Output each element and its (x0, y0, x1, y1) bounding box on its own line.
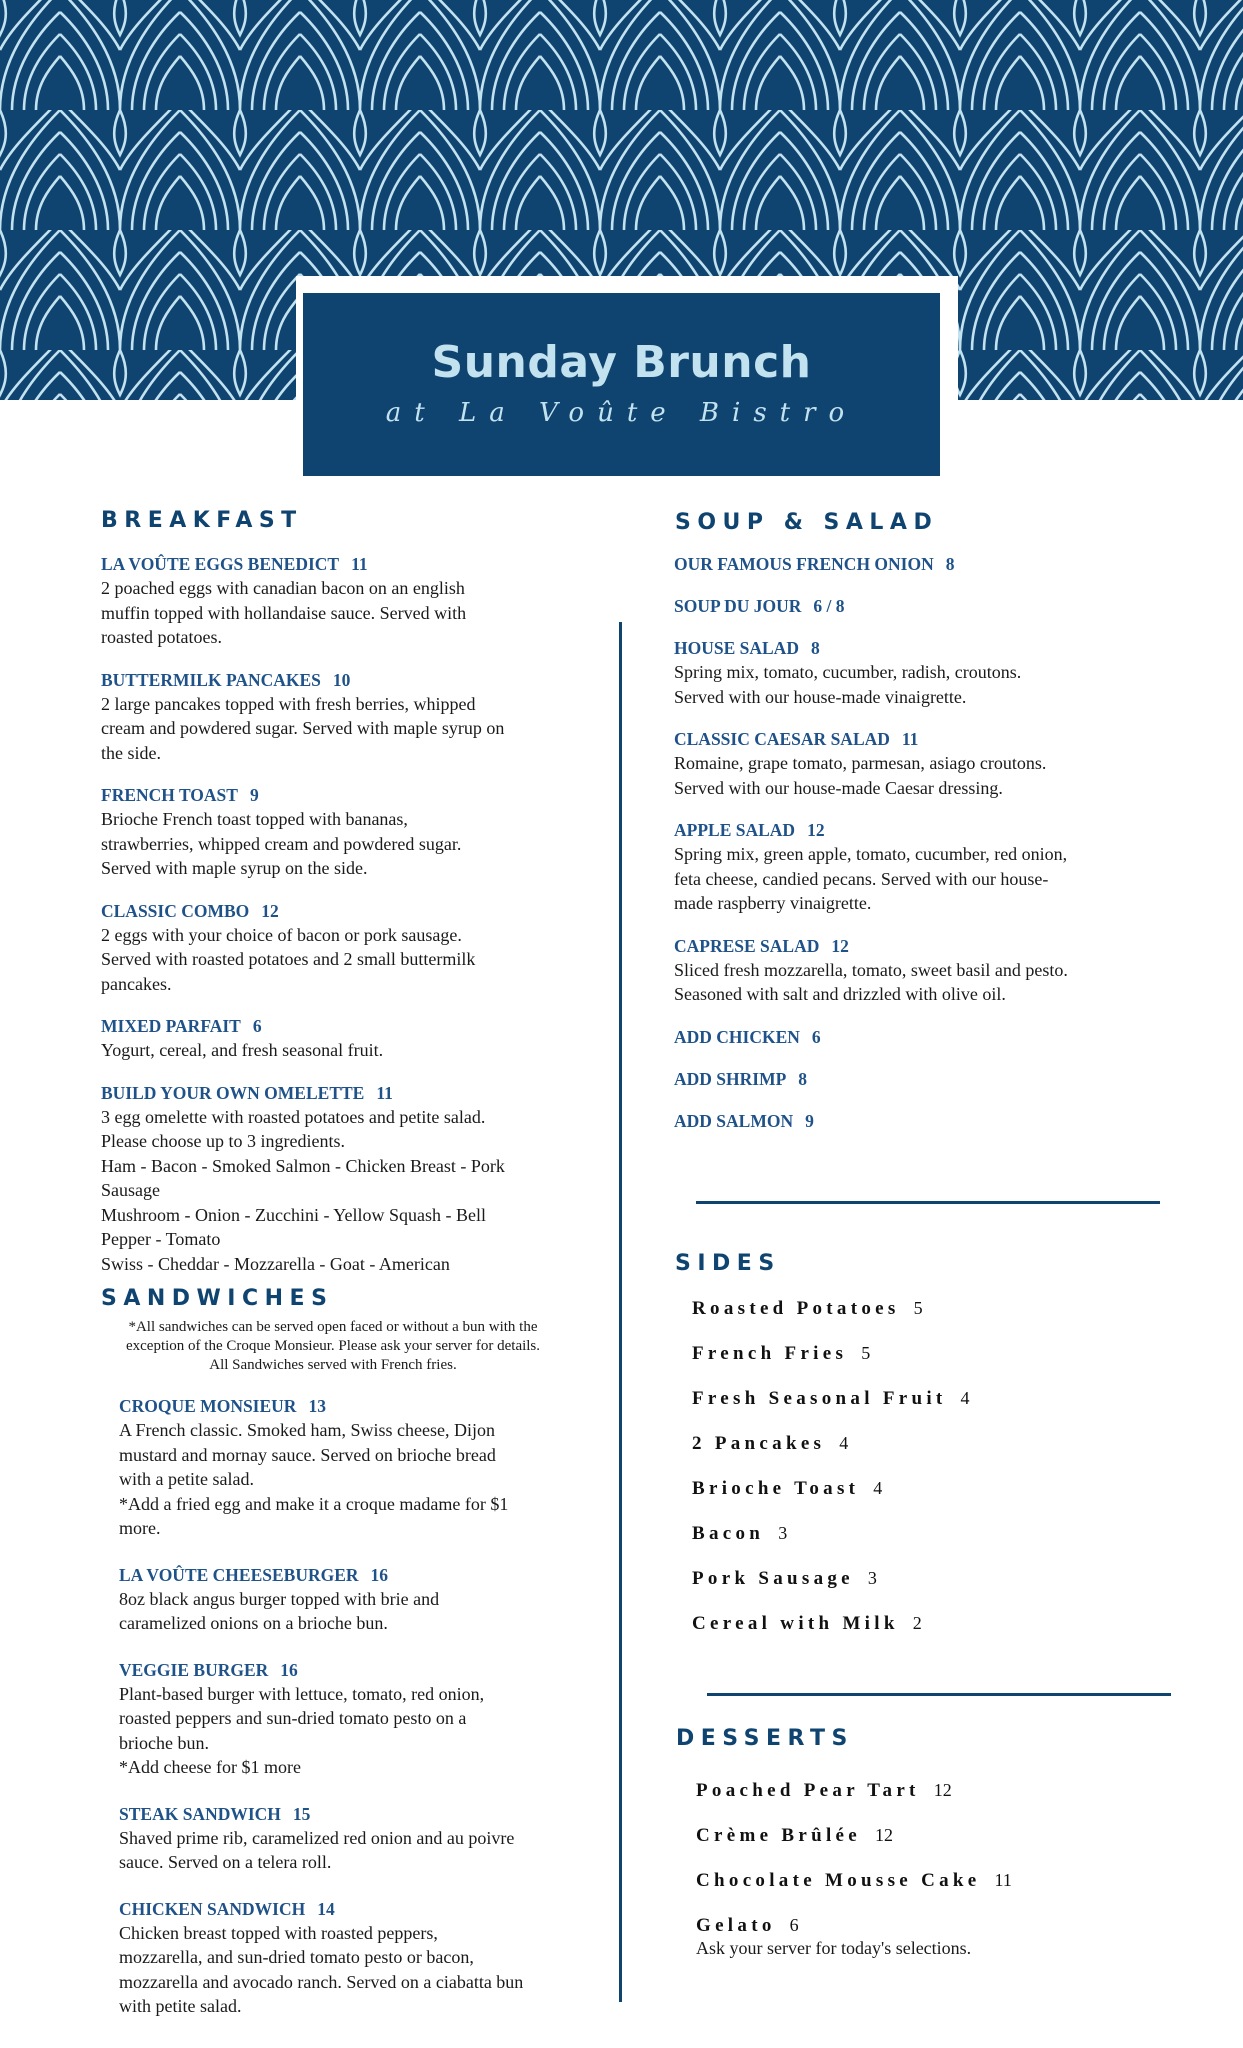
description-line: mustard and mornay sauce. Served on brioche bread (119, 1444, 496, 1465)
item-price: 8 (810, 638, 820, 658)
description-line: Sliced fresh mozzarella, tomato, sweet basil and pesto. (674, 959, 1068, 980)
item-name: ADD SALMON (674, 1110, 794, 1131)
item-price: 13 (308, 1396, 326, 1416)
item-price: 6 (252, 1016, 262, 1036)
item-price: 11 (901, 729, 919, 749)
note-line: *All sandwiches can be served open faced or without a bun with the (128, 1319, 538, 1335)
description-line: Sausage (101, 1180, 160, 1200)
dessert-note: Ask your server for today's selections. (696, 1938, 972, 1958)
item-price: 16 (280, 1659, 298, 1680)
item-price: 6 / 8 (813, 596, 845, 616)
note-line: exception of the Croque Monsieur. Please ask your server for details. (125, 1338, 541, 1354)
desserts-heading: DESSERTS (676, 1726, 854, 1751)
item-description (101, 1105, 581, 1277)
item-name: LA VOÛTE EGGS BENEDICT (101, 554, 340, 574)
item-description (674, 842, 1174, 916)
menu-item (692, 1466, 1212, 1511)
description-line: strawberries, whipped cream and powdered sugar. (101, 833, 462, 854)
item-name: ADD CHICKEN (674, 1026, 800, 1047)
item-name-row (674, 727, 1174, 751)
item-name: CROQUE MONSIEUR (119, 1396, 297, 1416)
description-line: Spring mix, tomato, cucumber, radish, croutons. (674, 662, 1022, 682)
item-price: 6 (811, 1026, 821, 1047)
item-name-row (674, 934, 1174, 958)
description-line: Chicken breast topped with roasted peppers, (119, 1922, 438, 1943)
item-description (101, 576, 581, 650)
item-price: 9 (805, 1110, 814, 1131)
sandwiches-heading: SANDWICHES (101, 1286, 334, 1311)
item-description (101, 807, 581, 881)
soup-salad-heading: SOUP & SALAD (675, 510, 939, 535)
menu-subtitle: at La Voûte Bistro (385, 398, 858, 428)
breakfast-heading: BREAKFAST (101, 508, 303, 533)
title-panel (303, 293, 940, 476)
description-line: muffin topped with hollandaise sauce. Served with (101, 602, 467, 623)
item-name: VEGGIE BURGER (119, 1659, 269, 1680)
item-name: APPLE SALAD (674, 820, 796, 840)
item-name: Roasted Potatoes (692, 1298, 900, 1319)
item-name: HOUSE SALAD (674, 638, 799, 658)
desserts-list (696, 1768, 1216, 1948)
item-price: 12 (933, 1780, 952, 1800)
item-name: SOUP DU JOUR (674, 596, 802, 616)
description-line: cream and powdered sugar. Served with maple syrup on (101, 718, 505, 738)
item-name-row (674, 1025, 1174, 1049)
description-line: Served with maple syrup on the side. (101, 858, 368, 878)
item-name: Crème Brûlée (696, 1825, 862, 1846)
menu-item (119, 1563, 599, 1636)
menu-item (696, 1858, 1216, 1903)
menu-item (674, 934, 1174, 1007)
description-line: Mushroom - Onion - Zucchini - Yellow Squash - Bell (101, 1204, 486, 1225)
description-line: Swiss - Cheddar - Mozzarella - Goat - American (101, 1253, 450, 1274)
item-name: FRENCH TOAST (101, 785, 238, 805)
item-description (674, 660, 1174, 709)
menu-item (692, 1556, 1212, 1601)
item-price: 12 (831, 935, 849, 956)
menu-item (674, 636, 1174, 709)
menu-item (674, 594, 1174, 618)
item-price: 11 (994, 1870, 1012, 1890)
note-line: All Sandwiches served with French fries. (209, 1357, 457, 1373)
item-price: 3 (778, 1523, 788, 1543)
description-line: 2 large pancakes topped with fresh berries, whipped (101, 693, 476, 714)
item-price: 11 (376, 1082, 393, 1103)
item-name-row (101, 899, 581, 923)
item-name: CHICKEN SANDWICH (119, 1898, 306, 1919)
description-line: roasted potatoes. (101, 627, 222, 647)
description-line: Yogurt, cereal, and fresh seasonal fruit. (101, 1040, 384, 1060)
item-name: Pork Sausage (692, 1568, 854, 1589)
item-name: CLASSIC CAESAR SALAD (674, 729, 890, 749)
menu-item (696, 1768, 1216, 1813)
sides-heading: SIDES (675, 1251, 781, 1276)
item-price: 8 (798, 1068, 808, 1089)
description-line: Spring mix, green apple, tomato, cucumber, red onion, (674, 844, 1068, 864)
item-name: OUR FAMOUS FRENCH ONION (674, 554, 934, 574)
item-description (101, 1038, 581, 1063)
description-line: mozzarella, and sun-dried tomato pesto or bacon, (119, 1947, 474, 1967)
menu-item (119, 1897, 599, 2019)
item-name: CLASSIC COMBO (101, 900, 250, 921)
menu-item (696, 1813, 1216, 1858)
item-name: Gelato (696, 1915, 776, 1936)
menu-item (101, 1081, 581, 1277)
menu-item (674, 1025, 1174, 1049)
description-line: Served with our house-made vinaigrette. (674, 686, 967, 707)
description-line: 2 eggs with your choice of bacon or pork sausage. (101, 924, 462, 945)
item-name-row (674, 594, 1174, 618)
description-line: Served with our house-made Caesar dressing. (674, 777, 1003, 798)
item-description (119, 1682, 599, 1780)
column-divider (619, 622, 622, 2002)
item-description (674, 751, 1174, 800)
item-description (101, 692, 581, 766)
item-price: 12 (261, 900, 279, 921)
item-description (119, 1418, 599, 1541)
item-name-row (101, 552, 581, 576)
item-name-row (101, 1081, 581, 1105)
menu-item (101, 1014, 581, 1063)
description-line: 3 egg omelette with roasted potatoes and petite salad. (101, 1106, 486, 1127)
item-description (119, 1921, 599, 2019)
item-name: Bacon (692, 1523, 765, 1544)
menu-item (674, 818, 1174, 916)
sides-list (692, 1286, 1212, 1646)
sandwiches-list (119, 1394, 599, 2041)
menu-item (692, 1331, 1212, 1376)
item-name: STEAK SANDWICH (119, 1803, 281, 1824)
menu-item (119, 1658, 599, 1780)
item-price: 12 (807, 820, 825, 840)
item-name-row (119, 1802, 599, 1826)
description-line: Ham - Bacon - Smoked Salmon - Chicken Breast - Pork (101, 1155, 505, 1176)
description-line: mozzarella and avocado ranch. Served on a ciabatta bun (119, 1971, 524, 1992)
sandwich-note (68, 1318, 598, 1375)
item-name-row (119, 1897, 599, 1921)
menu-item (692, 1286, 1212, 1331)
item-price: 2 (912, 1613, 922, 1633)
item-price: 14 (317, 1898, 335, 1919)
item-price: 4 (873, 1478, 883, 1498)
item-name: Fresh Seasonal Fruit (692, 1388, 947, 1409)
item-name-row (101, 668, 581, 692)
item-name-row (674, 1067, 1174, 1091)
description-line: Pepper - Tomato (101, 1229, 221, 1249)
item-price: 10 (332, 669, 351, 690)
description-line: Served with roasted potatoes and 2 small buttermilk (101, 949, 476, 969)
description-line: Seasoned with salt and drizzled with olive oil. (674, 984, 1006, 1004)
item-name: ADD SHRIMP (674, 1068, 787, 1089)
description-line: *Add a fried egg and make it a croque madame for $1 (119, 1493, 509, 1514)
item-name-row (101, 1014, 581, 1038)
menu-item (674, 1067, 1174, 1091)
item-name-row (674, 818, 1174, 842)
menu-item (674, 552, 1174, 576)
description-line: caramelized onions on a brioche bun. (119, 1613, 388, 1633)
item-price: 9 (249, 785, 259, 805)
item-description (101, 923, 581, 997)
description-line: Plant-based burger with lettuce, tomato, red onion, (119, 1683, 485, 1704)
item-name-row (674, 636, 1174, 660)
item-price: 15 (292, 1803, 311, 1824)
description-line: made raspberry vinaigrette. (674, 893, 872, 913)
item-price: 12 (875, 1825, 894, 1845)
item-name: 2 Pancakes (692, 1433, 826, 1454)
item-name: Poached Pear Tart (696, 1780, 920, 1801)
menu-title: Sunday Brunch (431, 337, 812, 388)
description-line: Romaine, grape tomato, parmesan, asiago croutons. (674, 753, 1047, 773)
description-line: Shaved prime rib, caramelized red onion and au poivre (119, 1827, 515, 1848)
description-line: *Add cheese for $1 more (119, 1757, 301, 1777)
description-line: pancakes. (101, 973, 172, 994)
menu-item (692, 1601, 1212, 1646)
section-divider (707, 1693, 1171, 1696)
item-price: 4 (960, 1388, 970, 1408)
description-line: roasted peppers and sun-dried tomato pesto on a (119, 1708, 467, 1728)
item-price: 11 (351, 554, 368, 574)
description-line: Brioche French toast topped with bananas, (101, 809, 408, 829)
description-line: the side. (101, 742, 161, 763)
soup-salad-list (674, 552, 1174, 1151)
menu-item (101, 783, 581, 881)
menu-item (101, 552, 581, 650)
item-price: 8 (945, 554, 955, 574)
item-description (119, 1587, 599, 1636)
description-line: 8oz black angus burger topped with brie and (119, 1588, 440, 1609)
description-line: 2 poached eggs with canadian bacon on an english (101, 578, 465, 598)
item-name: Brioche Toast (692, 1478, 860, 1499)
description-line: A French classic. Smoked ham, Swiss cheese, Dijon (119, 1420, 495, 1440)
item-name: CAPRESE SALAD (674, 935, 820, 956)
menu-item (674, 727, 1174, 800)
menu-item (674, 1109, 1174, 1133)
description-line: more. (119, 1518, 161, 1538)
description-line: brioche bun. (119, 1732, 209, 1753)
item-name: Cereal with Milk (692, 1613, 899, 1634)
item-name: Chocolate Mousse Cake (696, 1870, 981, 1891)
item-price: 16 (370, 1564, 389, 1585)
item-price: 5 (861, 1343, 871, 1363)
breakfast-list (101, 552, 581, 1294)
item-name: MIXED PARFAIT (101, 1016, 241, 1036)
item-description (674, 958, 1174, 1007)
description-line: with a petite salad. (119, 1469, 254, 1489)
description-line: feta cheese, candied pecans. Served with our house- (674, 868, 1049, 889)
menu-item (101, 899, 581, 997)
item-name: French Fries (692, 1343, 848, 1364)
item-name-row (101, 783, 581, 807)
description-line: sauce. Served on a telera roll. (119, 1852, 332, 1872)
item-name-row (119, 1563, 599, 1587)
menu-item (692, 1376, 1212, 1421)
item-price: 3 (867, 1568, 877, 1588)
item-name-row (119, 1658, 599, 1682)
menu-item (119, 1394, 599, 1541)
item-description (119, 1826, 599, 1875)
menu-item (101, 668, 581, 766)
item-name-row (119, 1394, 599, 1418)
section-divider (696, 1201, 1160, 1204)
description-line: with petite salad. (119, 1996, 242, 2016)
description-line: Please choose up to 3 ingredients. (101, 1131, 345, 1151)
item-price: 5 (913, 1298, 923, 1318)
item-price: 4 (839, 1433, 849, 1453)
item-name: BUTTERMILK PANCAKES (101, 669, 321, 690)
item-name: LA VOÛTE CHEESEBURGER (119, 1564, 359, 1585)
item-name-row (674, 1109, 1174, 1133)
item-name-row (674, 552, 1174, 576)
item-name: BUILD YOUR OWN OMELETTE (101, 1082, 365, 1103)
menu-item (692, 1511, 1212, 1556)
menu-item (119, 1802, 599, 1875)
menu-item (692, 1421, 1212, 1466)
item-price: 6 (789, 1915, 799, 1935)
